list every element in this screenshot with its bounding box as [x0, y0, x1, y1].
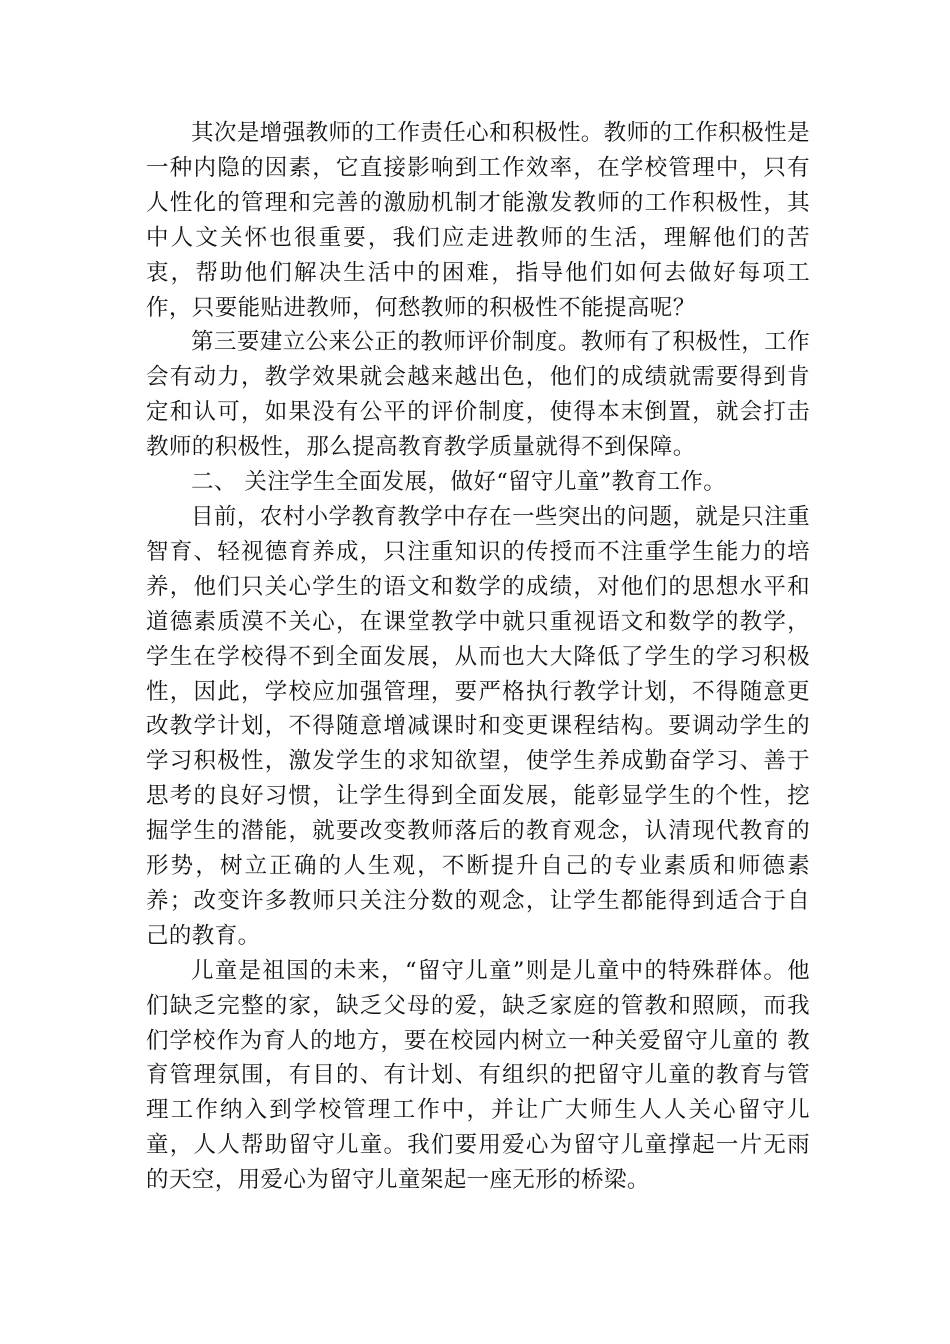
paragraph-left-behind-children: 儿童是祖国的未来，“留守儿童”则是儿童中的特殊群体。他们缺乏完整的家，缺乏父母的爱，缺乏家庭的管教和照顾，而我们学校作为育人的地方，要在校园内树立一种关爱留守儿童的 教育管理氛围，有目的、有计划、有组织的把留守儿童的教育与管理工作纳入到学校管理工作中，并让广大师生人人关心留守儿童，人人帮助留守儿童。我们要用爱心为留守儿童撑起一片无雨的天空，用爱心为留守儿童架起一座无形的桥梁。 [146, 957, 810, 1194]
paragraph-rural-education-issues: 目前，农村小学教育教学中存在一些突出的问题，就是只注重智育、轻视德育养成，只注重知识的传授而不注重学生能力的培养，他们只关心学生的语文和数学的成绩，对他们的思想水平和道德素质漠不关心，在课堂教学中就只重视语文和数学的教学，学生在学校得不到全面发展，从而也大大降低了学生的学习积极性，因此，学校应加强管理，要严格执行教学计划，不得随意更改教学计划，不得随意增减课时和变更课程结构。要调动学生的学习积极性，激发学生的求知欲望，使学生养成勤奋学习、善于思考的良好习惯，让学生得到全面发展，能彰显学生的个性，挖掘学生的潜能，就要改变教师落后的教育观念，认清现代教育的形势，树立正确的人生观，不断提升自己的专业素质和师德素养；改变许多教师只关注分数的观念，让学生都能得到适合于自己的教育。 [146, 503, 810, 949]
section-heading-student-development: 二、 关注学生全面发展，做好“留守儿童”教育工作。 [191, 469, 727, 496]
paragraph-teacher-evaluation: 第三要建立公来公正的教师评价制度。教师有了积极性，工作会有动力，教学效果就会越来越出色，他们的成绩就需要得到肯定和认可，如果没有公平的评价制度，使得本末倒置，就会打击教师的积极性，那么提高教育教学质量就得不到保障。 [146, 329, 810, 461]
paragraph-teacher-motivation: 其次是增强教师的工作责任心和积极性。教师的工作积极性是一种内隐的因素，它直接影响到工作效率，在学校管理中，只有人性化的管理和完善的激励机制才能激发教师的工作积极性，其中人文关怀也很重要，我们应走进教师的生活，理解他们的苦衷，帮助他们解决生活中的困难，指导他们如何去做好每项工作，只要能贴进教师，何愁教师的积极性不能提高呢？ [146, 120, 810, 321]
document-body [146, 116, 810, 1198]
